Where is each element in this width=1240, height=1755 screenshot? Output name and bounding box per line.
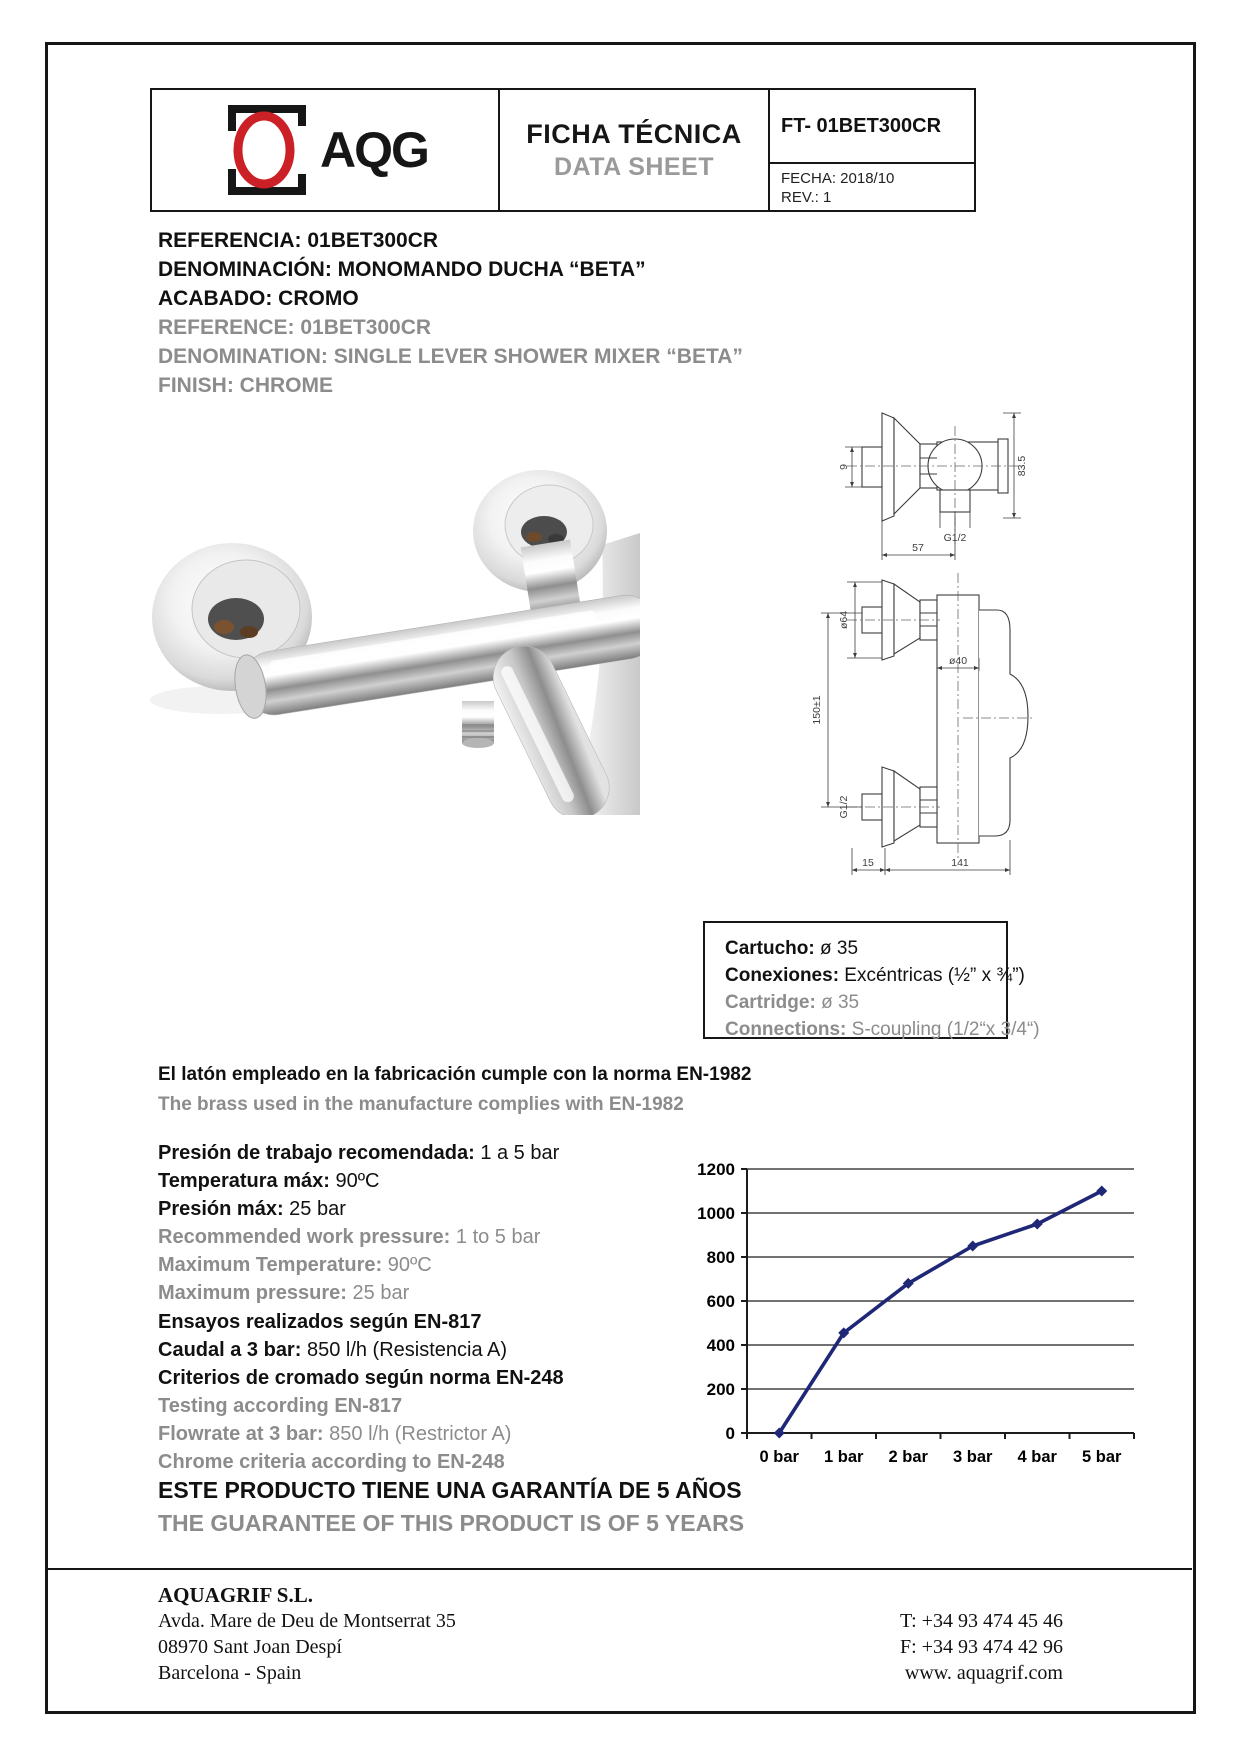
finish-en: FINISH: CHROME [158,374,333,397]
spec-line: Temperatura máx: 90ºC [158,1170,380,1192]
connections-es: Conexiones: Excéntricas (½” x ¾”) [725,965,1025,986]
test-line: Ensayos realizados según EN-817 [158,1311,482,1333]
svg-text:1200: 1200 [697,1160,735,1179]
document-title [500,90,770,210]
svg-text:1 bar: 1 bar [824,1448,864,1466]
svg-text:2 bar: 2 bar [888,1448,928,1466]
dim-40: ø40 [948,655,968,667]
brass-norm [158,1060,751,1120]
flow-rate-chart [655,1126,1160,1482]
spec-line: Maximum Temperature: 90ºC [158,1254,432,1276]
dim-57: 57 [912,542,924,554]
doc-revision: REV.: 1 [781,189,832,206]
svg-text:3 bar: 3 bar [953,1448,993,1466]
test-line: Chrome criteria according to EN-248 [158,1451,505,1473]
svg-text:4 bar: 4 bar [1017,1448,1057,1466]
aqg-logo-icon [222,99,314,201]
address-line: Avda. Mare de Deu de Montserrat 35 [158,1610,456,1632]
dim-15: 15 [862,857,874,869]
brass-norm-es: El latón empleado en la fabricación cumple con la norma EN-1982 [158,1064,752,1085]
address-line: Barcelona - Spain [158,1662,302,1684]
footer-divider [48,1568,1192,1570]
title-en: DATA SHEET [553,152,715,181]
svg-text:400: 400 [706,1336,735,1355]
technical-drawing [735,378,1035,883]
test-line: Criterios de cromado según norma EN-248 [158,1367,564,1389]
cartridge-connections-box [703,921,1040,1040]
svg-text:5 bar: 5 bar [1082,1448,1122,1466]
title-es: FICHA TÉCNICA [526,118,742,149]
dim-9: 9 [838,464,850,470]
doc-date: FECHA: 2018/10 [781,170,895,187]
svg-text:800: 800 [706,1248,735,1267]
doc-meta [770,164,974,207]
product-photo [120,395,640,815]
reference-es: REFERENCIA: 01BET300CR [158,229,439,252]
brass-norm-en: The brass used in the manufacture complies with EN-1982 [158,1094,684,1115]
product-identification [158,226,743,400]
spec-line: Presión de trabajo recomendada: 1 a 5 bar [158,1142,560,1164]
svg-text:1000: 1000 [697,1204,735,1223]
dim-141: 141 [951,857,969,869]
connections-en: Connections: S-coupling (1/2“x 3/4“) [725,1019,1040,1040]
denomination-es: DENOMINACIÓN: MONOMANDO DUCHA “BETA” [158,258,646,281]
test-line: Caudal a 3 bar: 850 l/h (Resistencia A) [158,1339,508,1361]
cartridge-es: Cartucho: ø 35 [725,938,859,959]
guarantee-es: ESTE PRODUCTO TIENE UNA GARANTÍA DE 5 AÑOS [158,1477,742,1503]
dim-g12-top: G1/2 [943,532,967,544]
guarantee-en: THE GUARANTEE OF THIS PRODUCT IS OF 5 YEARS [158,1510,745,1536]
svg-text:0 bar: 0 bar [759,1448,799,1466]
test-line: Flowrate at 3 bar: 850 l/h (Restrictor A) [158,1423,512,1445]
company-address [158,1582,456,1686]
spec-line: Recommended work pressure: 1 to 5 bar [158,1226,541,1248]
spec-line: Maximum pressure: 25 bar [158,1282,410,1304]
guarantee [158,1474,744,1540]
header-table [150,88,976,212]
svg-text:200: 200 [706,1380,735,1399]
denomination-en: DENOMINATION: SINGLE LEVER SHOWER MIXER “BETA” [158,345,743,368]
dim-g12-bottom: G1/2 [838,795,850,819]
doc-code: FT- 01BET300CR [770,90,974,164]
website-url: www. aquagrif.com [904,1662,1063,1684]
svg-text:0: 0 [725,1424,735,1443]
spec-line: Presión máx: 25 bar [158,1198,346,1220]
doc-meta-cell [770,90,974,210]
testing-specs [158,1308,564,1476]
brand-logo [152,90,500,210]
dim-64: ø64 [838,610,850,630]
fax-number: F: +34 93 474 42 96 [900,1636,1063,1658]
phone-number: T: +34 93 474 45 46 [899,1610,1063,1632]
cartridge-en: Cartridge: ø 35 [725,992,860,1013]
dim-150: 150±1 [811,695,823,725]
company-contact [900,1608,1063,1686]
flow-chart-svg [655,1126,1160,1482]
reference-en: REFERENCE: 01BET300CR [158,316,432,339]
finish-es: ACABADO: CROMO [158,287,359,310]
address-line: 08970 Sant Joan Despí [158,1636,342,1658]
dim-83-5: 83.5 [1016,455,1028,477]
test-line: Testing according EN-817 [158,1395,403,1417]
company-name: AQUAGRIF S.L. [158,1583,313,1607]
working-specs [158,1139,559,1307]
logo-text: AQG [320,122,428,178]
svg-text:600: 600 [706,1292,735,1311]
